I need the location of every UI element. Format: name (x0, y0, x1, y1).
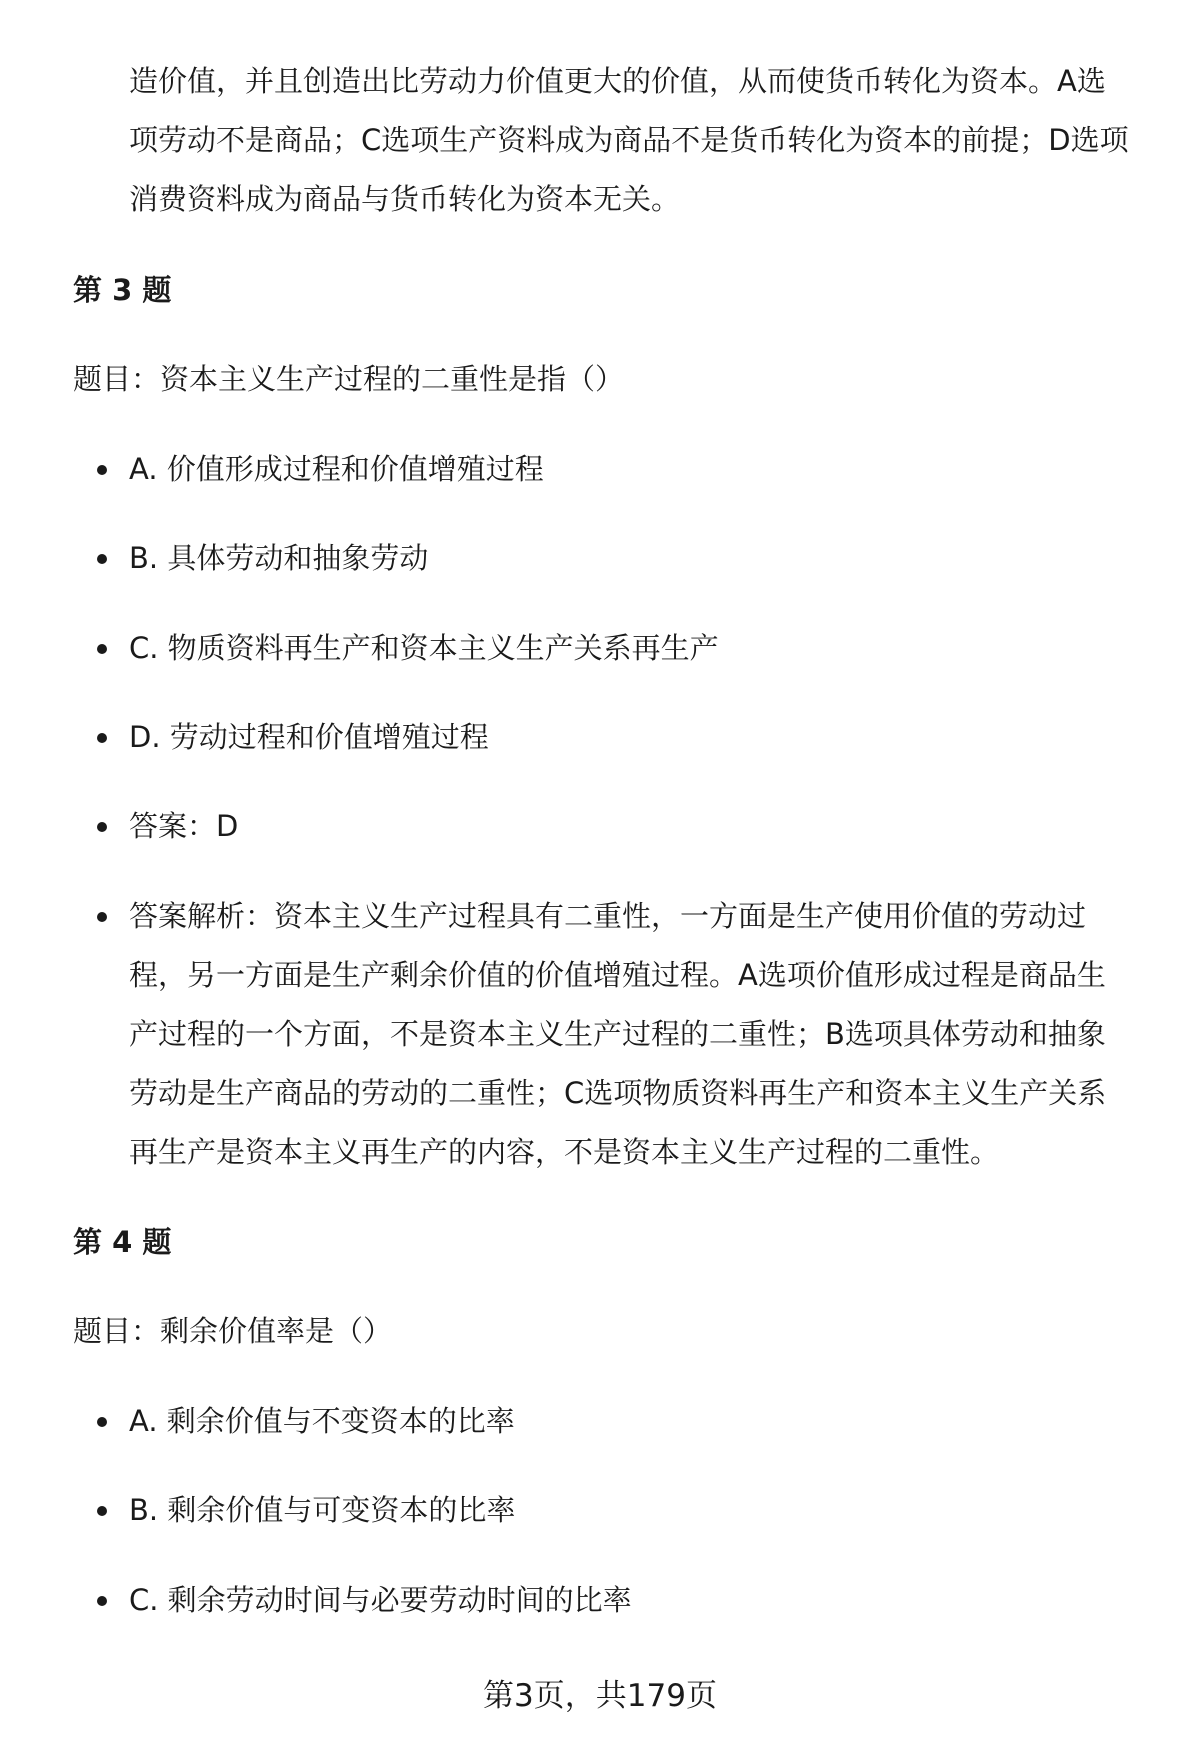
bullet-icon (97, 1506, 107, 1516)
bullet-icon (97, 644, 107, 654)
question-heading: 第 3 题 (73, 273, 172, 307)
option-text: B. 具体劳动和抽象劳动 (129, 541, 429, 575)
analysis-line: 再生产是资本主义再生产的内容，不是资本主义生产过程的二重性。 (129, 1135, 1000, 1169)
analysis-line: 劳动是生产商品的劳动的二重性；C选项物质资料再生产和资本主义生产关系 (129, 1076, 1107, 1110)
option-text: A. 剩余价值与不变资本的比率 (129, 1404, 515, 1438)
analysis-line: 答案解析：资本主义生产过程具有二重性，一方面是生产使用价值的劳动过 (129, 899, 1087, 933)
option-text: A. 价值形成过程和价值增殖过程 (129, 452, 544, 486)
paragraph-line: 消费资料成为商品与货币转化为资本无关。 (129, 182, 681, 216)
question-text: 题目：剩余价值率是（） (73, 1314, 393, 1348)
continuation-paragraph (129, 61, 1129, 238)
answer-text: 答案：D (129, 809, 239, 843)
paragraph-line: 造价值，并且创造出比劳动力价值更大的价值，从而使货币转化为资本。A选 (129, 64, 1106, 98)
question-heading: 第 4 题 (73, 1225, 172, 1259)
question-text: 题目：资本主义生产过程的二重性是指（） (73, 362, 625, 396)
bullet-icon (97, 1417, 107, 1427)
option-text: B. 剩余价值与可变资本的比率 (129, 1493, 516, 1527)
analysis-line: 产过程的一个方面，不是资本主义生产过程的二重性；B选项具体劳动和抽象 (129, 1017, 1106, 1051)
bullet-icon (97, 1596, 107, 1606)
bullet-icon (97, 822, 107, 832)
paragraph-line: 项劳动不是商品；C选项生产资料成为商品不是货币转化为资本的前提；D选项 (129, 123, 1129, 157)
option-text: C. 剩余劳动时间与必要劳动时间的比率 (129, 1583, 632, 1617)
bullet-icon (97, 733, 107, 743)
option-text: D. 劳动过程和价值增殖过程 (129, 720, 489, 754)
analysis-line: 程，另一方面是生产剩余价值的价值增殖过程。A选项价值形成过程是商品生 (129, 958, 1106, 992)
analysis-text (129, 896, 1106, 1191)
bullet-icon (97, 912, 107, 922)
bullet-icon (97, 465, 107, 475)
bullet-icon (97, 554, 107, 564)
page-footer: 第3页，共179页 (483, 1678, 717, 1714)
option-text: C. 物质资料再生产和资本主义生产关系再生产 (129, 631, 719, 665)
